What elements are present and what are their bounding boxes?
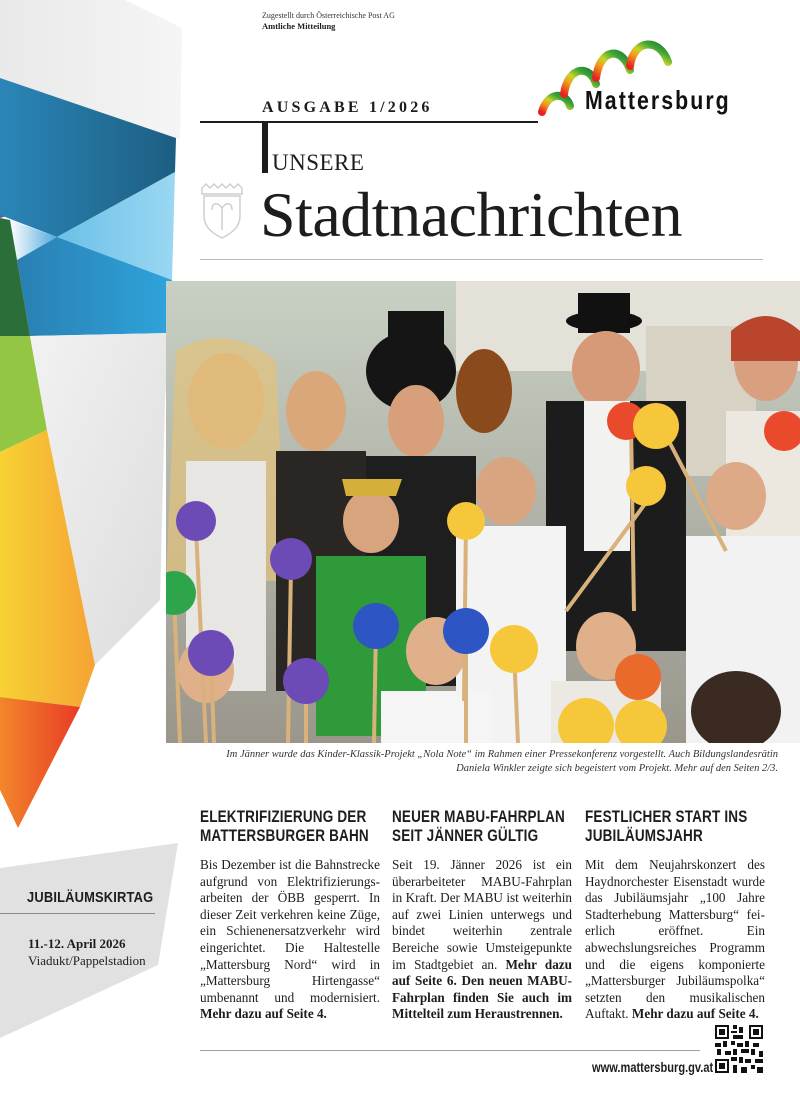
article-text: Seit 19. Jänner 2026 ist ein überarbeiteter MABU-Fahrplan in Kraft. Der MABU ist weiterhin auf zwei Linien unterwegs und bindet weiterhin zentrale Bereiche sowie Umsteigepunkte im Stadtgebiet an. (392, 857, 572, 972)
event-date: 11.-12. April 2026 (28, 936, 126, 951)
article-bus-schedule (392, 808, 572, 1023)
article-headline (392, 808, 572, 850)
article-headline (585, 808, 765, 850)
website-link[interactable]: www.mattersburg.gv.at (592, 1060, 714, 1075)
title-accent-bar (262, 123, 268, 173)
article-body (585, 857, 765, 1023)
article-text: Mit dem Neujahrskonzert des Haydnorchester Eisenstadt wurde das Jubiläumsjahr „100 Jahre Stadterhebung Mattersburg“ feierlich eröffnet. Ein abwechslungsreiches Programm und die eigens komponierte „Mattersburger Jubiläumspolka“ setzten den musikalischen Auftakt. (585, 857, 765, 1022)
headline-line-2: SEIT JÄNNER GÜLTIG (392, 827, 539, 845)
footer-rule (200, 1050, 700, 1051)
headline-line-2: JUBILÄUMSJAHR (585, 827, 703, 845)
article-headline (200, 808, 380, 850)
event-rule (0, 913, 155, 914)
cover-photo (166, 281, 800, 743)
article-text: Bis Dezember ist die Bahnstrecke aufgrund von Elektrifizierungsarbeiten der ÖBB gesperrt. In dieser Zeit verkehren keine Züge, ein Schienenersatzverkehr wird eingerichtet. Die Haltestelle „Mattersburg Nord“ wird in „Mattersburg Hirtengasse“ umbenannt und modernisiert. (200, 857, 380, 1005)
article-anniversary (585, 808, 765, 1023)
photo-caption: Im Jänner wurde das Kinder-Klassik-Projekt „Nola Note“ im Rahmen einer Pressekonferenz vorgestellt. Auch Bildungslandesrätin Daniela Winkler zeigte sich begeistert vom Projekt. Mehr auf den Seiten 2/3. (226, 749, 778, 774)
article-body (392, 857, 572, 1023)
title-rule (200, 259, 763, 260)
qr-code-icon[interactable] (715, 1025, 763, 1073)
article-railway (200, 808, 380, 1023)
event-location: Viadukt/Pappelstadion (28, 953, 146, 968)
article-more-link: Mehr dazu auf Seite 6. Den neuen MABU-Fahrplan finden Sie auch im Mittelteil zum Heraustrennen. (392, 956, 572, 1022)
headline-line-2: MATTERSBURGER BAHN (200, 827, 369, 845)
newsletter-title: Stadtnachrichten (260, 179, 683, 250)
issue-number: AUSGABE 1/2026 (262, 99, 433, 116)
headline-line-1: FESTLICHER START INS (585, 808, 748, 826)
logo-wordmark: Mattersburg (585, 85, 731, 115)
event-title: JUBILÄUMSKIRTAG (27, 889, 154, 906)
headline-line-1: ELEKTRIFIZIERUNG DER (200, 808, 367, 826)
official-notice: Amtliche Mitteilung (262, 21, 336, 31)
article-more-link: Mehr dazu auf Seite 4. (200, 1006, 327, 1022)
article-more-link: Mehr dazu auf Seite 4. (631, 1006, 759, 1022)
article-body (200, 857, 380, 1023)
mattersburg-logo (538, 36, 750, 122)
headline-line-1: NEUER MABU-FAHRPLAN (392, 808, 565, 826)
coat-of-arms-icon (196, 180, 248, 240)
title-prefix: UNSERE (272, 150, 365, 175)
postal-notice: Zugestellt durch Österreichische Post AG (262, 11, 395, 20)
header-rule (200, 121, 538, 123)
